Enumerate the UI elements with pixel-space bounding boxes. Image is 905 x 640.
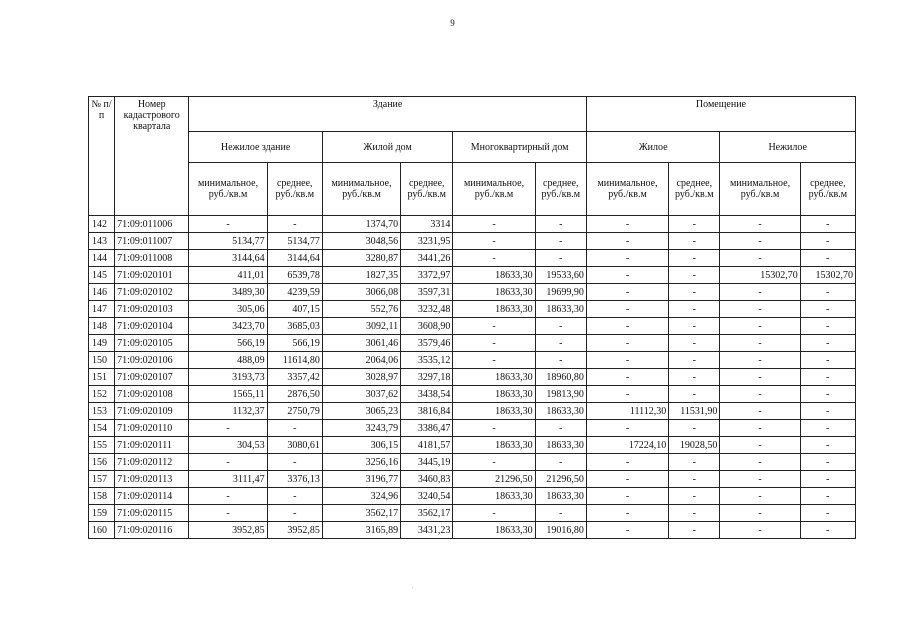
header-num: № п/п xyxy=(89,97,115,216)
price-cell: 3386,47 xyxy=(401,420,453,437)
header-avg: среднее, руб./кв.м xyxy=(669,163,720,216)
price-cell: - xyxy=(720,369,800,386)
price-cell: - xyxy=(800,301,855,318)
price-cell: - xyxy=(800,403,855,420)
price-cell: - xyxy=(267,488,322,505)
price-cell: 552,76 xyxy=(322,301,400,318)
cadastral-number: 71:09:020107 xyxy=(115,369,189,386)
row-number: 159 xyxy=(89,505,115,522)
price-cell: 11614,80 xyxy=(267,352,322,369)
price-cell: 3280,87 xyxy=(322,250,400,267)
row-number: 156 xyxy=(89,454,115,471)
price-cell: 17224,10 xyxy=(586,437,668,454)
price-cell: 3065,23 xyxy=(322,403,400,420)
price-cell: - xyxy=(586,318,668,335)
price-cell: 18633,30 xyxy=(453,301,535,318)
price-cell: 3165,89 xyxy=(322,522,400,539)
price-cell: 18960,80 xyxy=(535,369,586,386)
price-cell: - xyxy=(800,335,855,352)
price-cell: - xyxy=(586,471,668,488)
table-row xyxy=(89,301,856,318)
price-cell: - xyxy=(535,454,586,471)
price-cell: - xyxy=(720,505,800,522)
price-cell: - xyxy=(586,267,668,284)
price-cell: - xyxy=(535,250,586,267)
cadastral-number: 71:09:020105 xyxy=(115,335,189,352)
price-cell: - xyxy=(800,471,855,488)
row-number: 146 xyxy=(89,284,115,301)
price-cell: 3489,30 xyxy=(189,284,267,301)
price-cell: 566,19 xyxy=(189,335,267,352)
header-nonresidential: Нежилое xyxy=(720,132,856,163)
price-cell: 18633,30 xyxy=(535,301,586,318)
row-number: 152 xyxy=(89,386,115,403)
price-cell: - xyxy=(267,505,322,522)
price-cell: - xyxy=(535,352,586,369)
price-cell: 566,19 xyxy=(267,335,322,352)
price-cell: - xyxy=(800,216,855,233)
price-cell: 18633,30 xyxy=(453,437,535,454)
cadastral-number: 71:09:011008 xyxy=(115,250,189,267)
price-cell: - xyxy=(720,386,800,403)
price-cell: 15302,70 xyxy=(800,267,855,284)
price-cell: 3608,90 xyxy=(401,318,453,335)
cadastral-number: 71:09:020109 xyxy=(115,403,189,420)
cadastral-number: 71:09:011007 xyxy=(115,233,189,250)
price-cell: - xyxy=(586,488,668,505)
price-cell: 18633,30 xyxy=(453,369,535,386)
price-cell: - xyxy=(800,522,855,539)
price-cell: - xyxy=(586,216,668,233)
price-cell: 21296,50 xyxy=(453,471,535,488)
price-cell: - xyxy=(720,301,800,318)
price-cell: - xyxy=(453,216,535,233)
table-row xyxy=(89,216,856,233)
price-cell: 324,96 xyxy=(322,488,400,505)
row-number: 155 xyxy=(89,437,115,454)
price-cell: - xyxy=(453,420,535,437)
price-cell: 19016,80 xyxy=(535,522,586,539)
page-number: 9 xyxy=(450,18,455,28)
price-cell: - xyxy=(720,454,800,471)
cadastral-number: 71:09:020106 xyxy=(115,352,189,369)
price-cell: - xyxy=(800,233,855,250)
table-row xyxy=(89,420,856,437)
table-row xyxy=(89,267,856,284)
cadastral-number: 71:09:020114 xyxy=(115,488,189,505)
price-cell: - xyxy=(669,369,720,386)
row-number: 144 xyxy=(89,250,115,267)
price-cell: 3028,97 xyxy=(322,369,400,386)
header-premises: Помещение xyxy=(586,97,855,132)
header-residential: Жилое xyxy=(586,132,720,163)
price-cell: 11531,90 xyxy=(669,403,720,420)
price-cell: - xyxy=(669,386,720,403)
price-cell: - xyxy=(586,386,668,403)
price-cell: 1827,35 xyxy=(322,267,400,284)
table-row xyxy=(89,352,856,369)
price-cell: - xyxy=(720,488,800,505)
price-cell: - xyxy=(800,420,855,437)
price-cell: - xyxy=(800,488,855,505)
row-number: 158 xyxy=(89,488,115,505)
cadastral-number: 71:09:020104 xyxy=(115,318,189,335)
price-cell: - xyxy=(535,318,586,335)
table-row xyxy=(89,250,856,267)
price-cell: 3111,47 xyxy=(189,471,267,488)
price-cell: - xyxy=(669,471,720,488)
header-min: минимальное, руб./кв.м xyxy=(720,163,800,216)
price-cell: - xyxy=(189,216,267,233)
price-cell: 18633,30 xyxy=(453,386,535,403)
row-number: 149 xyxy=(89,335,115,352)
price-cell: 3061,46 xyxy=(322,335,400,352)
header-nonres-building: Нежилое здание xyxy=(189,132,323,163)
price-cell: 3144,64 xyxy=(189,250,267,267)
price-cell: 3243,79 xyxy=(322,420,400,437)
price-cell: 3080,61 xyxy=(267,437,322,454)
price-cell: 2876,50 xyxy=(267,386,322,403)
cadastral-price-table xyxy=(88,96,856,539)
price-cell: - xyxy=(720,318,800,335)
price-cell: - xyxy=(720,216,800,233)
price-cell: - xyxy=(189,420,267,437)
price-cell: 21296,50 xyxy=(535,471,586,488)
table-row xyxy=(89,522,856,539)
price-cell: 3579,46 xyxy=(401,335,453,352)
cadastral-number: 71:09:020110 xyxy=(115,420,189,437)
price-cell: 3376,13 xyxy=(267,471,322,488)
header-cadastral: Номер кадастрового квартала xyxy=(115,97,189,216)
price-cell: - xyxy=(800,505,855,522)
price-cell: 305,06 xyxy=(189,301,267,318)
price-cell: 1132,37 xyxy=(189,403,267,420)
price-cell: - xyxy=(669,250,720,267)
price-cell: 3240,54 xyxy=(401,488,453,505)
price-cell: 3314 xyxy=(401,216,453,233)
cadastral-number: 71:09:020103 xyxy=(115,301,189,318)
header-min: минимальное, руб./кв.м xyxy=(453,163,535,216)
price-cell: - xyxy=(669,284,720,301)
header-avg: среднее, руб./кв.м xyxy=(800,163,855,216)
price-cell: 3193,73 xyxy=(189,369,267,386)
price-cell: - xyxy=(586,301,668,318)
price-cell: 5134,77 xyxy=(267,233,322,250)
price-cell: 3092,11 xyxy=(322,318,400,335)
price-cell: 2750,79 xyxy=(267,403,322,420)
price-cell: 4239,59 xyxy=(267,284,322,301)
price-cell: 18633,30 xyxy=(535,488,586,505)
cadastral-number: 71:09:020116 xyxy=(115,522,189,539)
price-cell: 18633,30 xyxy=(453,488,535,505)
row-number: 160 xyxy=(89,522,115,539)
cadastral-number: 71:09:020111 xyxy=(115,437,189,454)
price-cell: - xyxy=(800,386,855,403)
price-cell: - xyxy=(669,216,720,233)
cadastral-number: 71:09:020115 xyxy=(115,505,189,522)
row-number: 153 xyxy=(89,403,115,420)
price-cell: - xyxy=(669,454,720,471)
bottom-mark: . xyxy=(412,584,414,590)
price-cell: 1565,11 xyxy=(189,386,267,403)
cadastral-number: 71:09:020101 xyxy=(115,267,189,284)
header-min: минимальное, руб./кв.м xyxy=(322,163,400,216)
price-cell: - xyxy=(720,522,800,539)
price-cell: - xyxy=(669,267,720,284)
price-cell: - xyxy=(535,335,586,352)
table-row xyxy=(89,318,856,335)
row-number: 151 xyxy=(89,369,115,386)
cadastral-number: 71:09:020113 xyxy=(115,471,189,488)
row-number: 143 xyxy=(89,233,115,250)
cadastral-number: 71:09:011006 xyxy=(115,216,189,233)
header-house: Жилой дом xyxy=(322,132,452,163)
price-cell: 18633,30 xyxy=(453,403,535,420)
price-cell: - xyxy=(586,335,668,352)
price-cell: - xyxy=(669,301,720,318)
price-cell: 3438,54 xyxy=(401,386,453,403)
price-cell: 304,53 xyxy=(189,437,267,454)
price-cell: - xyxy=(669,488,720,505)
price-cell: - xyxy=(267,420,322,437)
table-row xyxy=(89,454,856,471)
price-cell: 18633,30 xyxy=(535,403,586,420)
price-cell: - xyxy=(586,522,668,539)
table-row xyxy=(89,386,856,403)
price-cell: 3357,42 xyxy=(267,369,322,386)
price-cell: - xyxy=(800,284,855,301)
price-cell: - xyxy=(586,233,668,250)
price-cell: 306,15 xyxy=(322,437,400,454)
price-cell: - xyxy=(453,454,535,471)
table-row xyxy=(89,437,856,454)
price-cell: - xyxy=(586,454,668,471)
price-cell: - xyxy=(800,369,855,386)
price-cell: - xyxy=(453,335,535,352)
price-cell: - xyxy=(586,352,668,369)
price-cell: - xyxy=(586,420,668,437)
price-cell: 3066,08 xyxy=(322,284,400,301)
price-cell: 3297,18 xyxy=(401,369,453,386)
price-cell: - xyxy=(800,352,855,369)
header-avg: среднее, руб./кв.м xyxy=(535,163,586,216)
table-row xyxy=(89,335,856,352)
price-cell: - xyxy=(720,250,800,267)
price-cell: - xyxy=(535,420,586,437)
price-cell: 18633,30 xyxy=(453,284,535,301)
price-cell: - xyxy=(586,505,668,522)
price-cell: - xyxy=(669,233,720,250)
price-cell: - xyxy=(669,352,720,369)
price-cell: - xyxy=(720,335,800,352)
price-cell: - xyxy=(720,403,800,420)
price-cell: 3256,16 xyxy=(322,454,400,471)
price-cell: 3431,23 xyxy=(401,522,453,539)
price-cell: - xyxy=(453,352,535,369)
price-cell: - xyxy=(669,522,720,539)
price-cell: - xyxy=(669,318,720,335)
price-cell: 2064,06 xyxy=(322,352,400,369)
price-cell: 18633,30 xyxy=(453,267,535,284)
price-cell: - xyxy=(535,216,586,233)
price-cell: - xyxy=(267,216,322,233)
price-cell: - xyxy=(669,335,720,352)
price-cell: 3232,48 xyxy=(401,301,453,318)
price-cell: - xyxy=(453,505,535,522)
row-number: 147 xyxy=(89,301,115,318)
price-cell: 3144,64 xyxy=(267,250,322,267)
price-cell: 3562,17 xyxy=(322,505,400,522)
price-cell: 3816,84 xyxy=(401,403,453,420)
header-min: минимальное, руб./кв.м xyxy=(586,163,668,216)
price-cell: - xyxy=(800,318,855,335)
price-cell: - xyxy=(267,454,322,471)
price-cell: 3048,56 xyxy=(322,233,400,250)
price-cell: - xyxy=(535,233,586,250)
price-cell: - xyxy=(720,352,800,369)
price-cell: 411,01 xyxy=(189,267,267,284)
price-cell: - xyxy=(669,505,720,522)
price-cell: - xyxy=(189,454,267,471)
price-cell: 15302,70 xyxy=(720,267,800,284)
price-cell: - xyxy=(586,369,668,386)
price-cell: 19028,50 xyxy=(669,437,720,454)
table-row xyxy=(89,471,856,488)
price-cell: - xyxy=(800,437,855,454)
price-cell: - xyxy=(720,284,800,301)
price-cell: 3685,03 xyxy=(267,318,322,335)
price-cell: 6539,78 xyxy=(267,267,322,284)
price-cell: 3445,19 xyxy=(401,454,453,471)
price-cell: - xyxy=(535,505,586,522)
price-cell: 3441,26 xyxy=(401,250,453,267)
cadastral-number: 71:09:020102 xyxy=(115,284,189,301)
table-row xyxy=(89,233,856,250)
price-cell: 19533,60 xyxy=(535,267,586,284)
row-number: 154 xyxy=(89,420,115,437)
price-cell: 11112,30 xyxy=(586,403,668,420)
price-cell: 3952,85 xyxy=(267,522,322,539)
price-cell: 18633,30 xyxy=(535,437,586,454)
row-number: 157 xyxy=(89,471,115,488)
header-building: Здание xyxy=(189,97,587,132)
price-cell: 3231,95 xyxy=(401,233,453,250)
header-min: минимальное, руб./кв.м xyxy=(189,163,267,216)
price-cell: 407,15 xyxy=(267,301,322,318)
price-cell: 19813,90 xyxy=(535,386,586,403)
price-cell: 3196,77 xyxy=(322,471,400,488)
price-cell: 4181,57 xyxy=(401,437,453,454)
price-cell: - xyxy=(453,318,535,335)
row-number: 150 xyxy=(89,352,115,369)
price-cell: - xyxy=(189,505,267,522)
price-cell: - xyxy=(720,233,800,250)
price-cell: - xyxy=(720,471,800,488)
price-cell: 3597,31 xyxy=(401,284,453,301)
price-cell: 3372,97 xyxy=(401,267,453,284)
price-cell: 3952,85 xyxy=(189,522,267,539)
price-cell: 3460,83 xyxy=(401,471,453,488)
table-row xyxy=(89,284,856,301)
price-cell: - xyxy=(586,284,668,301)
price-cell: - xyxy=(586,250,668,267)
price-cell: - xyxy=(189,488,267,505)
cadastral-number: 71:09:020112 xyxy=(115,454,189,471)
price-cell: - xyxy=(720,437,800,454)
row-number: 145 xyxy=(89,267,115,284)
price-cell: - xyxy=(669,420,720,437)
price-cell: 3037,62 xyxy=(322,386,400,403)
price-cell: 1374,70 xyxy=(322,216,400,233)
price-cell: 19699,90 xyxy=(535,284,586,301)
price-cell: - xyxy=(720,420,800,437)
table-row xyxy=(89,505,856,522)
price-cell: - xyxy=(800,454,855,471)
header-avg: среднее, руб./кв.м xyxy=(401,163,453,216)
cadastral-number: 71:09:020108 xyxy=(115,386,189,403)
table-row xyxy=(89,488,856,505)
row-number: 148 xyxy=(89,318,115,335)
price-cell: - xyxy=(800,250,855,267)
table-row xyxy=(89,403,856,420)
price-cell: 488,09 xyxy=(189,352,267,369)
header-avg: среднее, руб./кв.м xyxy=(267,163,322,216)
price-cell: 18633,30 xyxy=(453,522,535,539)
price-cell: - xyxy=(453,250,535,267)
price-cell: 3562,17 xyxy=(401,505,453,522)
table-row xyxy=(89,369,856,386)
price-cell: 3423,70 xyxy=(189,318,267,335)
row-number: 142 xyxy=(89,216,115,233)
price-cell: 3535,12 xyxy=(401,352,453,369)
price-cell: - xyxy=(453,233,535,250)
price-cell: 5134,77 xyxy=(189,233,267,250)
table-body xyxy=(89,216,856,539)
header-apartment-building: Многоквартирный дом xyxy=(453,132,587,163)
